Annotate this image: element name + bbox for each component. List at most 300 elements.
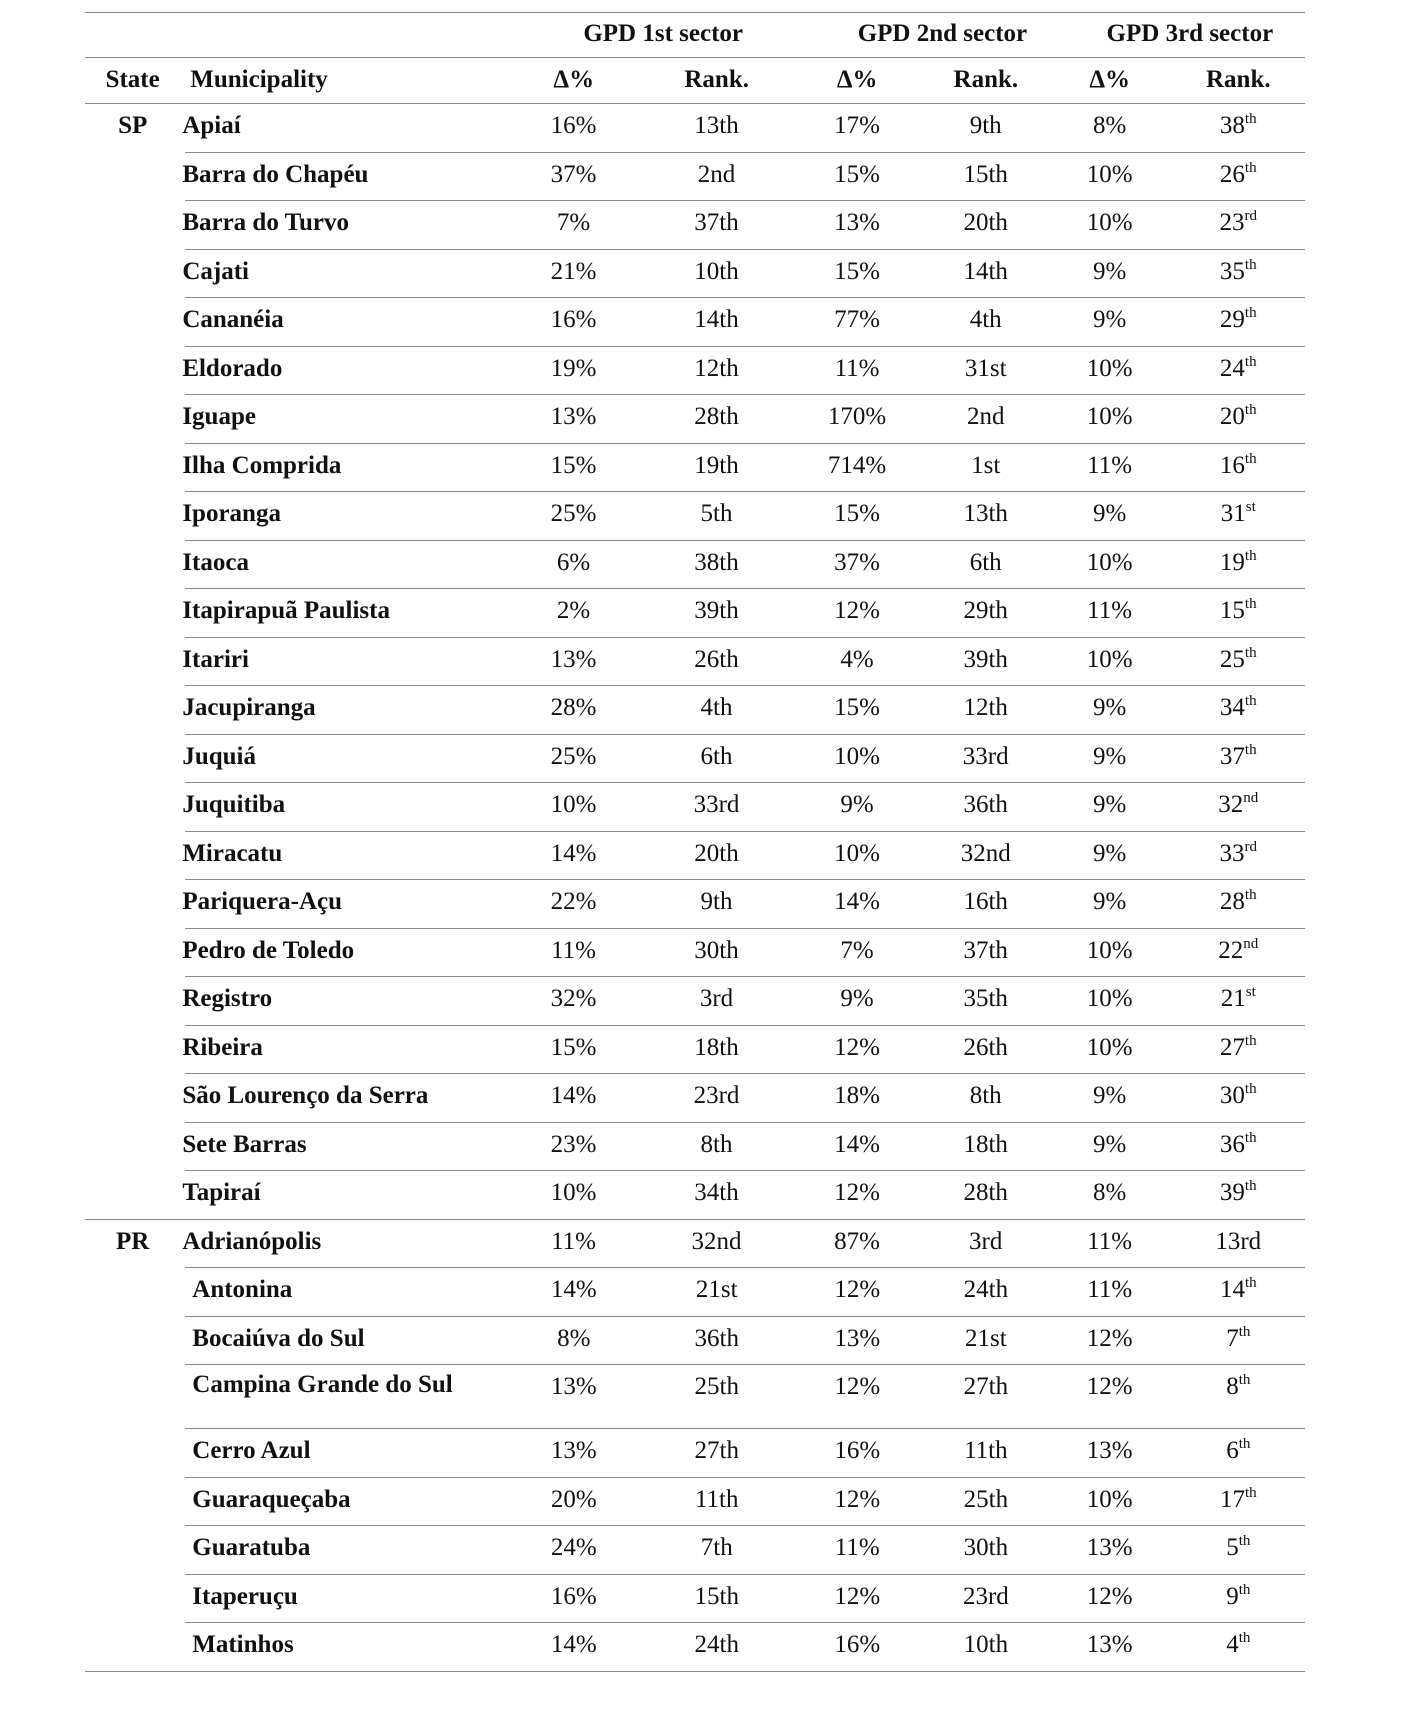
s3-delta-cell: 8% [1092,112,1127,139]
state-cell [85,153,180,160]
blank-header [183,13,516,19]
s3-rank-cell [1172,298,1305,335]
s3-rank-suffix: th [1244,1178,1257,1194]
s3-rank-suffix: th [1244,353,1257,370]
s3-rank-cell [1172,250,1305,287]
municipality-cell: Itaperuçu [192,1582,298,1610]
s3-rank-number: 9 [1226,1582,1239,1610]
s3-delta-cell: 10% [1086,645,1133,673]
s1-rank-cell: 13th [694,112,739,139]
s1-delta-cell: 15% [550,1033,597,1061]
municipality-cell: Campina Grande do Sul [192,1371,453,1398]
table-row [85,1123,1305,1172]
state-cell [85,880,180,887]
s3-rank-number: 13rd [1215,1227,1262,1255]
s2-delta-cell: 13% [834,1324,881,1352]
municipality-cell: Apiaí [182,112,241,139]
s1-rank-cell: 36th [694,1324,739,1352]
s1-rank-cell: 20th [694,839,739,867]
s2-delta-cell: 11% [834,1534,880,1561]
s3-rank-number: 33 [1219,839,1245,867]
s3-delta-cell: 10% [1086,354,1133,382]
municipality-cell: Miracatu [182,839,283,867]
s3-rank-suffix: th [1244,1484,1257,1501]
s3-rank-cell [1172,492,1305,529]
table-row [85,541,1305,590]
s2-rank-cell: 29th [963,597,1008,624]
sector-2-header: GPD 2nd sector [857,20,1028,47]
s3-rank-cell [1172,977,1305,1014]
s2-delta-cell: 7% [840,936,874,964]
s2-rank-cell: 31st [964,354,1007,382]
state-cell: SP [118,112,148,139]
table-row [85,104,1305,153]
state-cell [85,1026,180,1033]
s3-rank-number: 39 [1219,1179,1245,1206]
state-cell [85,1478,180,1485]
s3-rank-suffix: th [1244,402,1257,418]
s3-delta-cell: 9% [1092,257,1127,285]
s2-rank-cell: 15th [963,160,1008,188]
s1-rank-cell: 18th [694,1033,739,1061]
s2-rank-cell: 14th [963,257,1008,285]
s2-rank-cell: 18th [963,1130,1008,1158]
s3-rank-suffix: th [1238,1436,1251,1452]
s1-rank-cell: 4th [700,694,733,721]
s1-rank-cell: 27th [694,1437,739,1464]
s1-delta-cell: 20% [550,1485,597,1513]
table-row [85,977,1305,1026]
s1-delta-cell: 13% [550,1373,597,1400]
s3-rank-cell [1172,104,1305,141]
state-cell [85,589,180,596]
s3-rank-cell [1172,1623,1305,1660]
municipality-cell: Cananéia [182,306,284,333]
s1-delta-cell: 7% [556,209,591,236]
table-row [85,880,1305,929]
state-cell [85,638,180,645]
s3-rank-cell [1172,1026,1305,1063]
sector-3-header: GPD 3rd sector [1106,20,1274,47]
s1-delta-cell: 37% [550,160,597,188]
table-row [85,1478,1305,1527]
state-cell [85,395,180,402]
s3-rank-cell [1172,1074,1305,1111]
table-row [85,1220,1305,1269]
table-row [85,1268,1305,1317]
municipality-cell: Cerro Azul [192,1437,311,1464]
s1-delta-cell: 13% [550,403,597,430]
s1-delta-cell: 11% [551,936,596,964]
s3-rank-suffix: th [1244,1275,1257,1291]
s1-rank-cell: 37th [694,209,739,236]
municipality-cell: Registro [182,985,273,1012]
s3-rank-cell [1172,153,1305,190]
s1-delta-cell: 22% [550,888,597,915]
s1-rank-cell: 11th [694,1485,739,1513]
s3-delta-cell: 10% [1086,985,1133,1012]
s3-rank-cell [1172,1171,1305,1208]
s2-rank-cell: 20th [963,209,1008,236]
municipality-cell: Itapirapuã Paulista [182,597,390,624]
s1-rank-cell: 24th [694,1631,739,1658]
s1-delta-cell: 10% [550,791,597,818]
municipality-cell: Itariri [182,645,249,673]
s3-rank-suffix: nd [1243,935,1259,952]
s3-rank-suffix: th [1244,256,1257,273]
s2-rank-cell: 16th [963,888,1008,915]
municipality-cell: Juquiá [182,742,256,770]
s3-rank-number: 16 [1219,451,1245,479]
s3-delta-cell: 11% [1087,451,1133,479]
s3-rank-cell [1172,638,1305,675]
s2-delta-cell: 10% [834,839,880,867]
municipality-column-header: Municipality [190,66,328,93]
s1-delta-cell: 14% [550,839,597,867]
municipality-cell: Barra do Turvo [182,209,350,236]
s1-rank-header: Rank. [684,66,749,93]
s1-rank-cell: 8th [700,1130,733,1158]
s3-rank-number: 24 [1219,354,1245,382]
s2-delta-cell: 170% [827,403,887,430]
table-row [85,1526,1305,1575]
s2-delta-cell: 4% [840,645,874,673]
s3-rank-cell [1172,1526,1305,1563]
table-row [85,1575,1305,1624]
state-cell [85,832,180,839]
s2-rank-cell: 32nd [960,839,1011,867]
s2-rank-cell: 4th [969,306,1002,333]
s3-rank-number: 6 [1226,1437,1239,1464]
s3-rank-number: 22 [1218,936,1244,964]
s3-rank-suffix: th [1238,1533,1251,1549]
s3-rank-number: 4 [1226,1631,1239,1658]
s3-rank-suffix: th [1238,1630,1251,1646]
s3-rank-number: 8 [1226,1373,1239,1400]
s2-rank-cell: 25th [963,1485,1009,1513]
s2-delta-cell: 16% [834,1631,881,1658]
s3-rank-number: 31 [1220,500,1246,527]
s3-rank-cell [1172,832,1305,869]
s1-delta-cell: 10% [550,1179,597,1206]
s1-rank-cell: 6th [700,742,733,770]
s1-delta-cell: 14% [550,1082,597,1109]
state-cell [85,250,180,257]
s3-rank-number: 37 [1219,742,1245,770]
sector-1-header: GPD 1st sector [583,20,743,47]
s1-delta-cell: 21% [550,257,597,285]
s1-delta-cell: 25% [550,742,597,770]
s2-delta-cell: 17% [834,112,880,139]
s2-delta-cell: 37% [834,548,880,576]
state-cell [85,1365,180,1372]
s3-rank-cell [1172,201,1305,238]
s2-delta-cell: 12% [834,1276,881,1303]
s3-rank-suffix: th [1244,596,1257,612]
s1-rank-cell: 7th [700,1534,733,1561]
s1-rank-cell: 3rd [699,985,734,1012]
table-row [85,395,1305,444]
s1-delta-cell: 14% [550,1631,597,1658]
s2-rank-cell: 13th [963,500,1008,527]
state-cell [85,298,180,305]
s2-rank-cell: 23rd [962,1582,1009,1610]
s3-rank-suffix: th [1238,1323,1251,1340]
table-row [85,1026,1305,1075]
table-row [85,929,1305,978]
s2-rank-cell: 10th [963,1631,1009,1658]
s3-rank-header: Rank. [1206,66,1271,93]
s2-delta-cell: 13% [834,209,880,236]
s2-rank-header: Rank. [953,66,1019,93]
table-row [85,1317,1305,1366]
s3-delta-cell: 10% [1086,160,1133,188]
s3-rank-number: 23 [1219,209,1245,236]
state-column-header: State [105,66,160,93]
s2-delta-cell: 15% [834,694,880,721]
state-cell [85,1123,180,1130]
s1-rank-cell: 2nd [697,160,736,188]
state-cell [85,1623,180,1630]
state-cell: PR [115,1227,150,1255]
s2-delta-cell: 714% [827,451,887,479]
s2-rank-cell: 28th [963,1179,1008,1206]
municipality-cell: Guaratuba [192,1534,311,1561]
s1-delta-cell: 13% [550,1437,597,1464]
state-cell [85,686,180,693]
s3-rank-suffix: th [1244,305,1257,321]
s1-rank-cell: 5th [700,500,733,527]
s3-rank-number: 25 [1219,645,1245,673]
s1-rank-cell: 21st [695,1276,738,1303]
s3-delta-cell: 11% [1087,1227,1133,1255]
s1-delta-cell: 16% [550,1582,597,1610]
table-row [85,347,1305,396]
s3-rank-number: 17 [1219,1485,1245,1513]
state-cell [85,492,180,499]
s1-rank-cell: 28th [694,403,739,430]
s2-delta-cell: 12% [834,1179,880,1206]
s1-rank-cell: 25th [694,1373,739,1400]
municipality-cell: Iguape [182,403,256,430]
s2-rank-cell: 2nd [966,403,1005,430]
s3-delta-cell: 11% [1087,1276,1133,1303]
s1-rank-cell: 26th [694,645,739,673]
s3-rank-number: 35 [1219,257,1245,285]
table-row [85,638,1305,687]
s3-rank-number: 27 [1219,1033,1245,1061]
s2-rank-cell: 36th [963,791,1008,818]
table-row [85,1171,1305,1220]
state-cell [85,929,180,936]
s2-rank-cell: 3rd [969,1227,1003,1255]
s3-rank-number: 32 [1218,791,1244,818]
s1-rank-cell: 14th [694,306,739,333]
state-cell [85,444,180,451]
s3-rank-cell [1172,735,1305,772]
s1-rank-cell: 39th [694,597,739,624]
table-row [85,153,1305,202]
s2-rank-cell: 33rd [962,742,1009,770]
s1-delta-cell: 16% [550,112,597,139]
s3-rank-cell [1172,541,1305,578]
s3-rank-suffix: th [1238,1581,1251,1598]
s3-delta-cell: 9% [1092,888,1127,915]
s3-rank-suffix: th [1244,547,1257,564]
s3-delta-cell: 10% [1086,403,1133,430]
municipality-cell: Eldorado [182,354,283,382]
s2-rank-cell: 11th [964,1437,1008,1464]
sector-header-row [85,12,1305,58]
s3-rank-suffix: rd [1244,208,1257,224]
s2-delta-cell: 12% [834,1033,880,1061]
s3-delta-cell: 12% [1086,1582,1133,1610]
s3-rank-cell [1172,1317,1305,1354]
s3-rank-suffix: th [1244,644,1257,661]
state-cell [85,1074,180,1081]
municipality-cell: Itaoca [182,548,249,576]
s2-delta-cell: 12% [834,1373,881,1400]
s3-rank-cell [1172,880,1305,917]
s2-rank-cell: 8th [969,1082,1002,1109]
s3-delta-cell: 9% [1092,1130,1127,1158]
table-row [85,1074,1305,1123]
s2-delta-cell: 16% [834,1437,881,1464]
s2-rank-cell: 26th [963,1033,1008,1061]
s3-rank-number: 7 [1226,1324,1239,1352]
s1-rank-cell: 19th [694,451,739,479]
s3-rank-number: 20 [1219,403,1245,430]
s3-rank-number: 15 [1219,597,1245,624]
municipality-cell: Guaraqueçaba [192,1485,351,1513]
s2-rank-cell: 35th [963,985,1008,1012]
state-cell [85,783,180,790]
state-cell [85,977,180,984]
table-row [85,201,1305,250]
s3-rank-cell [1172,1429,1305,1466]
s3-rank-suffix: rd [1244,838,1257,855]
s2-delta-cell: 9% [840,985,874,1012]
state-cell [85,347,180,354]
gdp-sector-table [85,12,1305,1672]
s3-rank-cell [1172,929,1305,966]
blank-header [85,13,183,19]
s1-rank-cell: 32nd [691,1227,742,1255]
state-cell [85,541,180,548]
s3-delta-cell: 8% [1092,1179,1127,1206]
s2-delta-cell: 77% [834,306,880,333]
s2-delta-cell: 15% [834,500,880,527]
s2-delta-cell: 18% [834,1082,880,1109]
s1-rank-cell: 38th [694,548,739,576]
s3-delta-cell: 10% [1086,1033,1133,1061]
table-row [85,1429,1305,1478]
municipality-cell: Sete Barras [182,1130,307,1158]
s1-delta-cell: 25% [550,500,597,527]
s2-rank-cell: 37th [963,936,1008,964]
s1-rank-cell: 23rd [693,1082,740,1109]
s3-rank-number: 34 [1219,694,1245,721]
s2-delta-cell: 12% [834,597,880,624]
table-row [85,298,1305,347]
table-row [85,1365,1305,1429]
s3-rank-cell [1172,347,1305,384]
s1-rank-cell: 9th [700,888,733,915]
s3-rank-number: 19 [1219,548,1245,576]
municipality-cell: Iporanga [182,500,281,527]
municipality-cell: Jacupiranga [182,694,316,721]
s3-rank-suffix: th [1244,159,1257,176]
s3-rank-number: 29 [1219,306,1245,333]
state-cell [85,1317,180,1324]
s1-delta-cell: 11% [551,1227,596,1255]
table-row [85,783,1305,832]
table-row [85,492,1305,541]
table-row [85,1623,1305,1672]
s3-delta-cell: 13% [1086,1631,1133,1658]
column-header-row [85,58,1305,104]
s3-rank-suffix: nd [1243,790,1259,806]
state-cell [85,201,180,208]
municipality-cell: Pedro de Toledo [182,936,355,964]
s3-rank-number: 21 [1220,985,1246,1012]
s1-rank-cell: 33rd [693,791,740,818]
s2-delta-cell: 15% [834,257,880,285]
s1-delta-header: Δ% [553,66,595,93]
s3-delta-header: Δ% [1089,66,1131,93]
s3-rank-cell [1172,395,1305,432]
s2-delta-cell: 10% [834,742,880,770]
s3-rank-cell [1172,1123,1305,1160]
s3-rank-suffix: st [1245,499,1256,515]
s1-rank-cell: 15th [694,1582,739,1610]
s1-rank-cell: 12th [694,354,739,382]
s3-delta-cell: 12% [1086,1324,1133,1352]
s2-rank-cell: 6th [969,548,1002,576]
s3-rank-suffix: th [1244,111,1257,127]
s3-rank-suffix: th [1244,1129,1257,1146]
s2-delta-cell: 14% [834,1130,880,1158]
s3-rank-cell [1172,1478,1305,1515]
s1-delta-cell: 15% [550,451,597,479]
s3-rank-cell [1172,1575,1305,1612]
s2-rank-cell: 1st [971,451,1001,479]
s3-delta-cell: 9% [1092,500,1127,527]
table-row [85,589,1305,638]
state-cell [85,1526,180,1533]
s3-delta-cell: 10% [1086,1485,1133,1513]
s3-rank-number: 26 [1219,160,1245,188]
table-row [85,735,1305,784]
s2-delta-cell: 87% [834,1227,880,1255]
s2-delta-cell: 12% [834,1485,881,1513]
s2-rank-cell: 21st [965,1324,1007,1352]
s3-rank-cell [1172,686,1305,723]
municipality-cell: Ilha Comprida [182,451,342,479]
s3-rank-suffix: th [1244,1081,1257,1097]
s1-delta-cell: 32% [550,985,597,1012]
table-row [85,250,1305,299]
s1-delta-cell: 28% [550,694,597,721]
s3-delta-cell: 9% [1092,839,1127,867]
s3-rank-suffix: th [1244,693,1257,709]
municipality-cell: São Lourenço da Serra [182,1082,429,1109]
table-row [85,686,1305,735]
s3-rank-suffix: th [1244,1032,1257,1049]
s3-rank-suffix: th [1238,1372,1251,1388]
table-row [85,832,1305,881]
s1-delta-cell: 13% [550,645,597,673]
